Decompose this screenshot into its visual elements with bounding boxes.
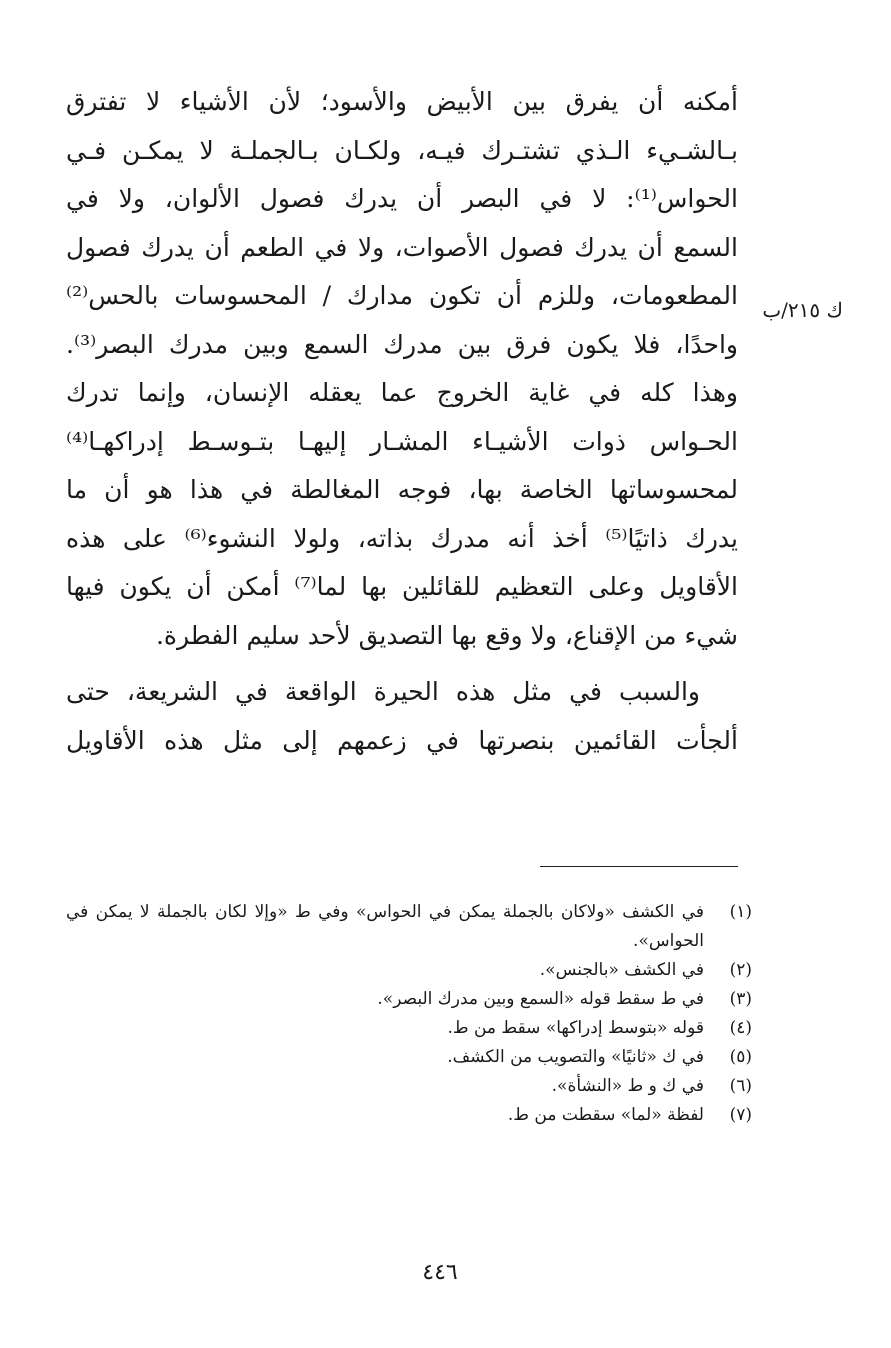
footnote [66,898,752,956]
footnote [66,1043,752,1072]
text-line: والسبب في مثل هذه الحيرة الواقعة في الشريعة، حتى [66,677,700,706]
text-line: واحدًا، فلا يكون فرق بين مدرك السمع وبين مدرك البصر⁽³⁾. [66,329,738,359]
footnote-number: (٧) [729,1105,752,1125]
text-line: أمكنه أن يفرق بين الأبيض والأسود؛ لأن الأشياء لا تفترق [66,87,738,116]
footnote-number: (١) [729,902,752,922]
footnotes [66,898,752,1130]
footnote-text: في ك و ط «النشأة». [551,1076,704,1096]
footnote [66,1101,752,1130]
text-line: وهذا كله في غاية الخروج عما يعقله الإنسان، وإنما تدرك [66,378,738,407]
footnote-number: (٣) [729,989,752,1009]
footnote [66,956,752,985]
footnote-text: في ك «ثانيًا» والتصويب من الكشف. [447,1047,704,1067]
text-line: المطعومات، وللزم أن تكون مدارك / المحسوسات بالحس⁽²⁾ [66,281,738,310]
footnote [66,1072,752,1101]
footnote-text: في ط سقط قوله «السمع وبين مدرك البصر». [377,989,704,1009]
text-line: الحواس⁽¹⁾: لا في البصر أن يدرك فصول الألوان، ولا في [66,184,738,213]
footnote-text: في الكشف «ولاكان بالجملة يمكن في الحواس» وفي ط «وإلا لكان بالجملة لا يمكن في الحواس». [66,902,704,951]
text-line: بـالشـيء الـذي تشتـرك فيـه، ولكـان بـالجملـة لا يمكـن فـي [66,135,738,165]
page-number: ٤٤٦ [422,1260,458,1285]
text-line: لمحسوساتها الخاصة بها، فوجه المغالطة في هذا هو أن ما [66,475,738,504]
text-line: الحـواس ذوات الأشيـاء المشـار إليهـا بتـوسـط إدراكهـا⁽⁴⁾ [66,426,738,456]
text-line: ألجأت القائمين بنصرتها في زعمهم إلى مثل هذه الأقاويل [66,725,738,755]
main-text [66,78,738,765]
text-line: السمع أن يدرك فصول الأصوات، ولا في الطعم أن يدرك فصول [66,232,738,262]
footnote [66,1014,752,1043]
text-line: الأقاويل وعلى التعظيم للقائلين بها لما⁽⁷⁾ أمكن أن يكون فيها [66,572,738,601]
footnote-separator [540,866,738,867]
paragraph-gap [66,660,738,668]
footnote-text: في الكشف «بالجنس». [539,960,704,980]
footnote-text: قوله «بتوسط إدراكها» سقط من ط. [447,1018,704,1038]
footnote-text: لفظة «لما» سقطت من ط. [507,1105,704,1125]
text-line: يدرك ذاتيًا⁽⁵⁾ أخذ أنه مدرك بذاته، ولولا النشوء⁽⁶⁾ على هذه [66,523,739,553]
footnote [66,985,752,1014]
footnote-number: (٥) [729,1047,752,1067]
manuscript-folio-marker: ك ٢١٥/ب [762,298,843,322]
footnote-number: (٦) [729,1076,752,1096]
footnote-number: (٢) [729,960,752,980]
footnote-number: (٤) [729,1018,752,1038]
text-line-last: شيء من الإقناع، ولا وقع بها التصديق لأحد سليم الفطرة. [155,620,738,650]
